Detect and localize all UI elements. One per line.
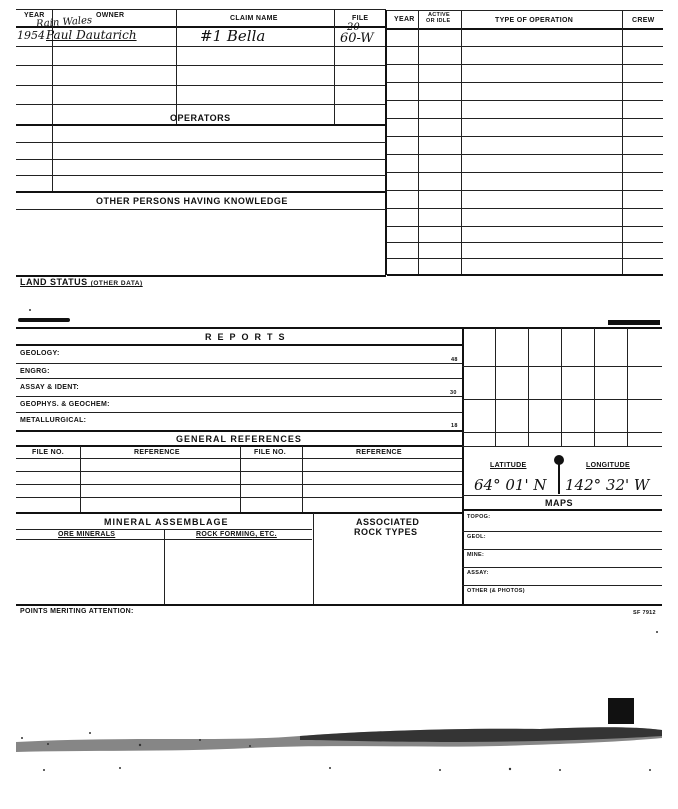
report-row-label: ENGRG: [20,368,50,375]
header-active-2: OR IDLE [426,18,451,24]
report-row-label: METALLURGICAL: [20,417,87,424]
corner-block [608,698,634,724]
rock-forming-label: ROCK FORMING, ETC. [196,531,277,538]
entry-file-line1: 20 [347,22,360,33]
form-code: SF 7912 [633,610,656,616]
separator-bar-right [608,320,660,325]
maps-row-label: MINE: [467,552,485,558]
associated-rock-types-1: ASSOCIATED [356,517,420,527]
location-pin-stem [558,462,560,494]
header-owner: OWNER [96,12,125,19]
header-year-2: YEAR [394,16,415,23]
entry-file-line2: 60-W [340,31,374,46]
maps-row-label: GEOL: [467,534,486,540]
report-row-label: ASSAY & IDENT: [20,384,80,391]
maps-row-label: TOPOG: [467,514,491,520]
header-type-of-operation: TYPE OF OPERATION [495,17,574,24]
latitude-label: LATITUDE [490,462,527,469]
longitude-label: LONGITUDE [586,462,630,469]
associated-rock-types-2: ROCK TYPES [354,527,418,537]
entry-claim: #1 Bella [200,27,266,45]
header-claim-name: CLAIM NAME [230,15,278,22]
smudge-band [16,727,662,752]
header-crew: CREW [632,17,655,24]
ore-minerals-label: ORE MINERALS [58,531,116,538]
separator-bar [18,318,70,322]
maps-row-label: OTHER (& PHOTOS) [467,588,525,594]
land-status-label: LAND STATUS [20,277,88,287]
col-reference-1: REFERENCE [134,449,180,456]
entry-year: 1954 [17,29,45,42]
report-row-num: 48 [451,357,458,363]
report-row-num: 18 [451,423,458,429]
land-status-sub: (OTHER DATA) [90,280,143,287]
header-file: FILE [352,15,369,22]
header-active-1: ACTIVE [428,12,450,18]
reports-title: REPORTS [205,332,291,342]
report-row-label: GEOPHYS. & GEOCHEM: [20,401,110,408]
mineral-assemblage-title: MINERAL ASSEMBLAGE [104,517,229,527]
report-row-num: 30 [450,390,457,396]
land-status-heading [20,277,143,287]
col-reference-2: REFERENCE [356,449,402,456]
operators-heading: OPERATORS [170,113,231,123]
maps-title: MAPS [545,498,574,508]
maps-row-label: ASSAY: [467,570,489,576]
col-file-no-2: FILE NO. [254,449,286,456]
other-persons-heading: OTHER PERSONS HAVING KNOWLEDGE [96,196,288,206]
general-references-title: GENERAL REFERENCES [176,434,302,444]
entry-owner-line2: Paul Dautarich [46,28,137,42]
entry-owner-line1: Rain Wales [35,15,93,30]
longitude-value: 142° 32' W [565,476,650,494]
smudge-core [300,727,662,742]
report-row-label: GEOLOGY: [20,350,60,357]
points-meriting-attention: POINTS MERITING ATTENTION: [20,608,134,615]
latitude-value: 64° 01' N [474,476,547,494]
col-file-no-1: FILE NO. [32,449,64,456]
header-year: YEAR [24,12,45,19]
